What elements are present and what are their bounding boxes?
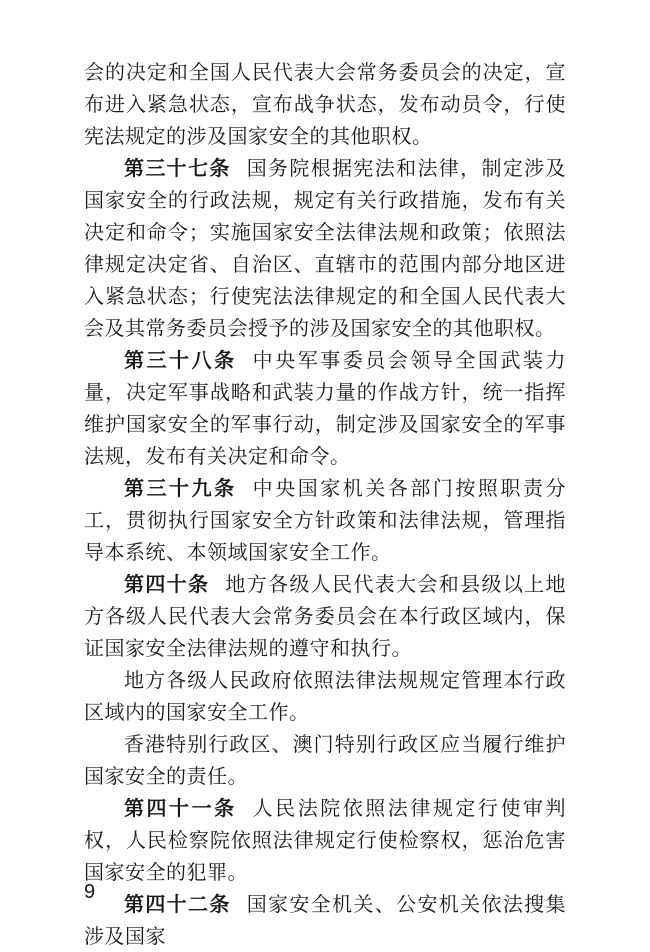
paragraph-text: 香港特别行政区、澳门特别行政区应当履行维护国家安全的责任。 [84, 732, 566, 788]
page-number: 9 [84, 881, 96, 903]
article-paragraph [84, 792, 566, 888]
article-number: 第三十七条 [124, 156, 231, 180]
paragraph-text: 中央国家机关各部门按照职责分工，贯彻执行国家安全方针政策和法律法规，管理指导本系统、本领域国家安全工作。 [84, 476, 567, 564]
paragraph-text: 会的决定和全国人民代表大会常务委员会的决定，宣布进入紧急状态，宣布战争状态，发布动员令，行使宪法规定的涉及国家安全的其他职权。 [84, 60, 566, 148]
article-paragraph [84, 888, 566, 952]
paragraph [84, 664, 566, 728]
article-paragraph [84, 152, 566, 344]
paragraph-text: 人民法院依照法律规定行使审判权，人民检察院依照法律规定行使检察权，惩治危害国家安全的犯罪。 [84, 796, 567, 884]
paragraph-text: 地方各级人民政府依照法律法规规定管理本行政区域内的国家安全工作。 [84, 668, 566, 724]
paragraph-text: 中央军事委员会领导全国武装力量，决定军事战略和武装力量的作战方针，统一指挥维护国家安全的军事行动，制定涉及国家安全的军事法规，发布有关决定和命令。 [84, 348, 567, 468]
article-number: 第三十八条 [124, 348, 237, 372]
paragraph [84, 56, 566, 152]
paragraph-text: 国务院根据宪法和法律，制定涉及国家安全的行政法规，规定有关行政措施，发布有关决定和命令；实施国家安全法律法规和政策；依照法律规定决定省、自治区、直辖市的范围内部分地区进入紧急状态；行使宪法法律规定的和全国人民代表大会及其常务委员会授予的涉及国家安全的其他职权。 [84, 156, 567, 340]
body-text [84, 56, 566, 952]
article-paragraph [84, 472, 566, 568]
article-paragraph [84, 568, 566, 664]
article-number: 第四十条 [124, 572, 210, 596]
article-number: 第三十九条 [124, 476, 237, 500]
paragraph [84, 728, 566, 792]
paragraph-text: 地方各级人民代表大会和县级以上地方各级人民代表大会常务委员会在本行政区域内，保证国家安全法律法规的遵守和执行。 [84, 572, 567, 660]
paragraph-text: 国家安全机关、公安机关依法搜集涉及国家 [84, 892, 567, 948]
article-number: 第四十二条 [124, 892, 231, 916]
article-paragraph [84, 344, 566, 472]
article-number: 第四十一条 [124, 796, 237, 820]
